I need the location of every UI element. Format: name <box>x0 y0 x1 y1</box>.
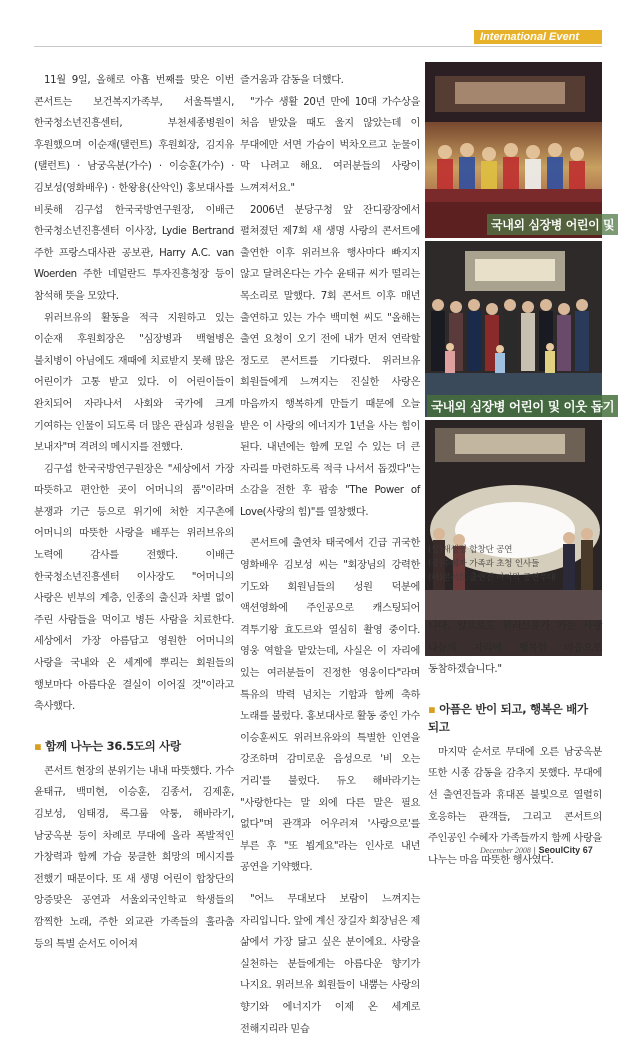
photo-choir-performance <box>425 62 615 238</box>
magazine-name: SeoulCity <box>538 845 581 855</box>
subheading: ▪ 함께 나누는 36.5도의 사랑 <box>34 738 181 753</box>
section-label: International Event <box>480 31 580 43</box>
photo-choir-illustration <box>425 62 602 238</box>
paragraph: 콘서트에 출연차 태국에서 긴급 귀국한 영화배우 김보성 씨는 "회장님의 강력한 기도와 회원님들의 성원 덕분에 액션영화에 주인공으로 캐스팅되어 격투기왕 효도르와 열심히 촬영 중이다. 영웅 역할을 맡았는데, 사실은 이 자리에 있는 여러분들이 진정한 영웅이다"라며 특유의 박력 넘치는 기합과 함께 축하 노래를 불렀다. 홍보대사로 활동 중인 가수 이승훈씨도 위러브유와의 특별한 인연을 강조하며 감미로운 음성으로 '비 오는 거리'를 불렀다. 듀오 해바라기는 "사랑한다는 말 외에 다른 말은 필요 없다"며 관객과 어우러져 '사랑으로'를 부른 후 "또 뵙게요"라는 인사로 내년 공연을 기약했다. <box>240 538 420 874</box>
page-number: 67 <box>582 845 593 855</box>
article-column-1 <box>34 70 234 955</box>
stage-banner-2: 국내외 심장병 어린이 및 이웃 돕기 <box>427 395 618 417</box>
caption-top: (상)새생명 합창단 공연 <box>428 545 513 555</box>
photo-family-guests <box>425 241 615 417</box>
issue-date: December 2008 <box>480 846 531 855</box>
paragraph: 즐거움과 감동을 더했다. <box>240 75 344 86</box>
paragraph: 김구섭 한국국방연구원장은 "세상에서 가장 따뜻하고 편안한 곳이 어머니의 품"이라며 분쟁과 기근 등으로 위기에 처한 지구촌에 어머니의 따뜻한 사랑을 배푸는 위러브유의 노력에 감사를 전했다. 이배근 한국청소년진흥센터 이사장도 "어머니의 사랑은 빈부의 계층, 인종의 출신과 차별 없이 주린 사람들을 먹이고 병든 사람을 치료한다. 세상에서 가장 아름답고 영원한 어머니의 사랑을 국내와 온 세계에 뿌리는 회원들의 행보마다 아름다운 결실이 이어질 것"이라고 축사했다. <box>34 463 234 713</box>
top-rule <box>34 46 602 47</box>
subheading-marker: ▪ <box>34 738 46 753</box>
paragraph: "가수 생활 20년 만에 10대 가수상을 처음 받았을 때도 울지 않았는데 이 무대에만 서면 가슴이 벅차오르고 눈물이 막 나려고 해요. 여러분들의 사랑이 느껴져서요." <box>240 96 420 194</box>
page-folio: December 2008 | SeoulCity 67 <box>480 845 593 855</box>
stage-banner-1: 국내외 심장병 어린이 및 <box>487 214 618 235</box>
caption-middle: (중)수혜자 가족과 초청 인사들 <box>428 559 540 569</box>
paragraph: 11월 9일, 올해로 아홉 번째를 맞은 이번 콘서트는 보건복지가족부, 서울특별시, 한국청소년진흥센터, 부천세종병원이 후원했으며 이순재(탤런트) 후원회장, 김지유(탤런트) · 남궁옥분(가수) · 이승훈(가수) · 김보성(영화배우) · 한왕용(산악인) 홍보대사를 비롯해 김구섭 한국국방연구원장, 이배근 한국청소년진흥센터 이사장, Lydie Bertrand 주한 프랑스대사관 공보관, Harry A.C. van Woerden 주한 네덜란드 투자진흥청장 등이 참석해 뜻을 모았다. <box>34 75 234 302</box>
photo-guests-illustration <box>425 241 602 417</box>
article-column-3 <box>428 616 602 871</box>
article-column-2 <box>240 70 420 1040</box>
paragraph: 마지막 순서로 무대에 오른 남궁옥분 또한 시종 감동을 감추지 못했다. 무대에 선 출연진들과 휴대폰 불빛으로 열렬히 호응하는 관객들, 그리고 콘서트의 주인공인 수혜자 가족들까지 함께 사랑을 나누는 마음 따뜻한 행사였다. <box>428 746 602 866</box>
paragraph: 2006년 분당구청 앞 잔디광장에서 펼쳐졌던 제7회 새 생명 사랑의 콘서트에 출연한 이후 위러브유 행사마다 빠지지 않고 달려온다는 가수 윤태규 씨가 떨리는 목소리로 말했다. 7회 콘서트 이후 매년 출연하고 있는 가수 백미현 씨도 "올해는 출연 요청이 오기 전에 내가 먼저 연락할 정도로 콘서트를 기다렸다. 위러브유 회원들에게 느껴지는 진실한 사랑은 마음까지 행복하게 만들기 때문에 오늘 받은 이 사랑의 에너지가 1년을 사는 힘이 된다. 내년에는 함께 모일 수 있는 더 큰 자리를 마련하도록 적극 나서서 돕겠다"는 소감을 전한 후 팝송 "The Power of Love(사랑의 힘)"를 열창했다. <box>240 204 420 518</box>
paragraph: 위러브유의 활동을 적극 지원하고 있는 이순재 후원회장은 "심장병과 백혈병은 불치병이 아님에도 재때에 치료받지 못해 많은 어린이가 고통 받고 있다. 이 어린이들이 완치되어 자라나서 사회와 국가에 크게 기여하는 인물이 되도록 더 많은 관심과 성원을 보내자"며 격려의 메시지를 전했다. <box>34 312 234 454</box>
paragraph: 니다. 앞으로도 위러브유가 가는 사랑 나눔의 자리에 행복한 마음으로 동참하겠습니다." <box>428 621 602 676</box>
subheading: ▪ 아픔은 반이 되고, 행복은 배가 되고 <box>428 701 588 734</box>
subheading-marker: ▪ <box>428 701 440 716</box>
paragraph: "어느 무대보다 보람이 느껴지는 자리입니다. 앞에 계신 장길자 회장님은 제 삶에서 가장 닮고 싶은 분이에요. 사랑을 실천하는 분들에게는 아름다운 향기가 나지요. 위러브유 회원들이 내뿜는 사랑의 향기와 에너지가 이제 온 세계로 전해지리라 믿습 <box>240 893 420 1035</box>
caption-bottom: (하)콘서트 출연진 마지막 공연무대 <box>428 573 556 583</box>
photo-captions <box>428 543 555 585</box>
paragraph: 콘서트 현장의 분위기는 내내 따뜻했다. 가수 윤태규, 백미현, 이승훈, 김종서, 김제훈, 김보성, 임태경, 록그룹 악퉁, 해바라기, 남궁옥분 등이 차례로 무대에 올라 폭발적인 가창력과 함께 가슴 뭉클한 희망의 메시지를 전했기 때문이다. 또 새 생명 어린이 합창단의 앙증맞은 공연과 서울외국인학교 학생들의 깜찍한 노래, 주한 외교관 가족들의 훌라춤 등의 특별 순서도 이어져 <box>34 765 234 950</box>
